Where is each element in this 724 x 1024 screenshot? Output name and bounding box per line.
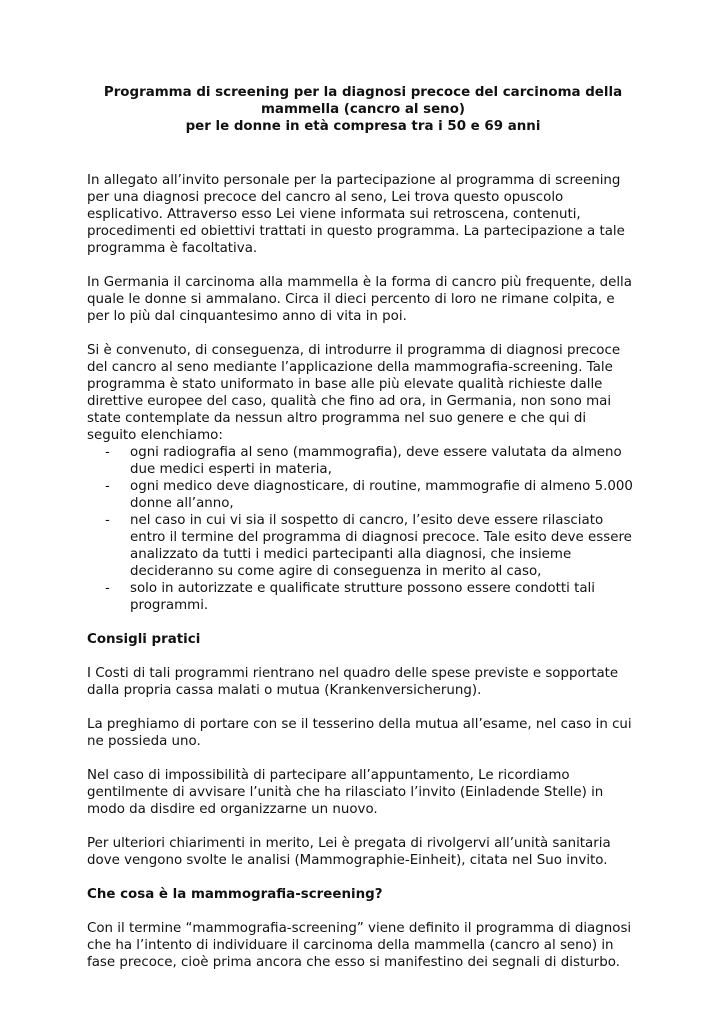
section-heading-consigli-pratici: Consigli pratici <box>87 632 201 647</box>
body-paragraph: I Costi di tali programmi rientrano nel quadro delle spese previste e sopportate dalla propria cassa malati o mutua (Krankenversicherung). <box>87 666 619 698</box>
title-line: per le donne in età compresa tra i 50 e 69 anni <box>185 119 541 134</box>
bullet-marker: - <box>105 479 110 494</box>
bullet-marker: - <box>105 445 110 460</box>
document-page <box>87 84 639 988</box>
list-item-text: ogni radiografia al seno (mammografia), deve essere valutata da almeno due medici esperti in materia, <box>130 445 622 477</box>
list-item <box>87 512 639 580</box>
quality-criteria-list <box>87 444 639 614</box>
document-title <box>87 84 639 135</box>
list-item <box>87 580 639 614</box>
body-paragraph: Per ulteriori chiarimenti in merito, Lei è pregata di rivolgervi all’unità sanitaria dove vengono svolte le analisi (Mammographie-Einheit), citata nel Suo invito. <box>87 836 611 868</box>
body-paragraph: Con il termine “mammografia-screening” viene definito il programma di diagnosi che ha l’intento di individuare il carcinoma della mammella (cancro al seno) in fase precoce, cioè prima ancora che esso si manifestino dei segnali di disturbo. <box>87 921 632 970</box>
bullet-marker: - <box>105 581 110 596</box>
body-paragraph: Si è convenuto, di conseguenza, di introdurre il programma di diagnosi precoce del cancro al seno mediante l’applicazione della mammografia-screening. Tale programma è stato uniformato in base alle più elevate qualità richieste dalle direttive europee del caso, qualità che fino ad ora, in Germania, non sono mai state contemplate da nessun altro programma nel suo genere e che qui di seguito elenchiamo: <box>87 343 621 443</box>
list-item-text: ogni medico deve diagnosticare, di routine, mammografie di almeno 5.000 donne all’anno, <box>130 479 633 511</box>
list-item <box>87 478 639 512</box>
body-paragraph: La preghiamo di portare con se il tesserino della mutua all’esame, nel caso in cui ne possieda uno. <box>87 717 632 749</box>
bullet-marker: - <box>105 513 110 528</box>
intro-paragraph: In allegato all’invito personale per la partecipazione al programma di screening per una diagnosi precoce del cancro al seno, Lei trova questo opuscolo esplicativo. Attraverso esso Lei viene informata sui retroscena, contenuti, procedimenti ed obiettivi trattati in questo programma. La partecipazione a tale programma è facoltativa. <box>87 173 625 256</box>
list-item-text: nel caso in cui vi sia il sospetto di cancro, l’esito deve essere rilasciato entro il termine del programma di diagnosi precoce. Tale esito deve essere analizzato da tutti i medici partecipanti alla diagnosi, che insieme decideranno su come agire di conseguenza in merito al caso, <box>130 513 632 579</box>
title-line: mammella (cancro al seno) <box>260 102 466 117</box>
list-item <box>87 444 639 478</box>
body-paragraph: Nel caso di impossibilità di partecipare all’appuntamento, Le ricordiamo gentilmente di avvisare l’unità che ha rilasciato l’invito (Einladende Stelle) in modo da disdire ed organizzarne un nuovo. <box>87 768 604 817</box>
body-paragraph: In Germania il carcinoma alla mammella è la forma di cancro più frequente, della quale le donne si ammalano. Circa il dieci percento di loro ne rimane colpita, e per lo più dal cinquantesimo anno di vita in poi. <box>87 275 632 324</box>
title-line: Programma di screening per la diagnosi precoce del carcinoma della <box>103 85 623 100</box>
section-heading-mammografia-screening: Che cosa è la mammografia-screening? <box>87 887 383 902</box>
list-item-text: solo in autorizzate e qualificate strutture possono essere condotti tali programmi. <box>130 581 595 613</box>
